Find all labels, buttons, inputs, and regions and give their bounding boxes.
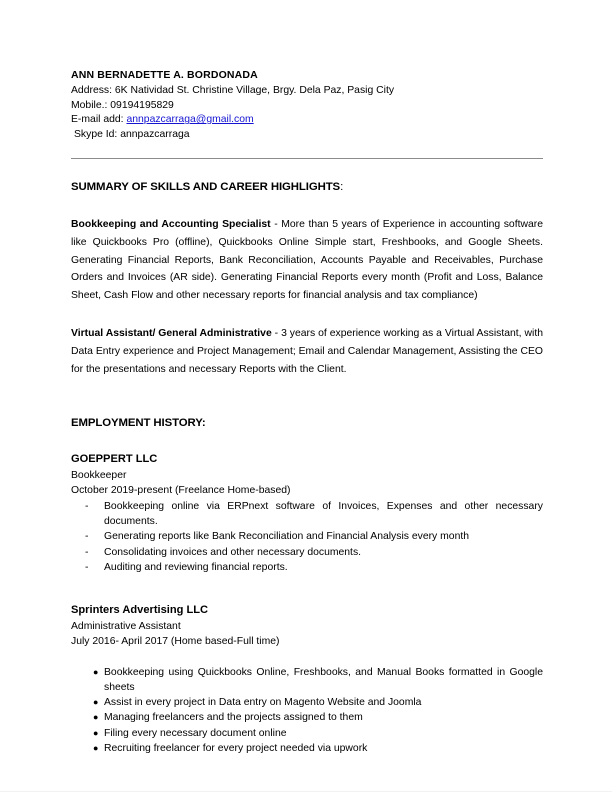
summary-item-body: - 3 years of experience working as a Virtual Assistant, with Data Entry experience and Project Management; Email and Calendar Management, Assisting the CEO for the presentations and necessary Reports with the Client. [71, 328, 543, 375]
summary-item-title: Bookkeeping and Accounting Specialist [71, 219, 271, 231]
contact-header [71, 68, 543, 142]
list-item-text: Generating reports like Bank Reconciliation and Financial Analysis every month [104, 531, 470, 543]
skype-line: Skype Id: annpazcarraga [74, 128, 190, 140]
employment-entry [71, 452, 543, 575]
summary-item-bookkeeping [71, 216, 543, 304]
email-link[interactable]: annpazcarraga@gmail.com [126, 114, 254, 126]
job-role: Administrative Assistant [71, 620, 181, 632]
job-responsibility-list [71, 665, 543, 756]
email-line [71, 113, 543, 128]
list-item-text: Assist in every project in Data entry on Magento Website and Joomla [104, 697, 422, 709]
job-dates: October 2019-present (Freelance Home-based) [71, 484, 291, 496]
mobile-line: Mobile.: 09194195829 [71, 99, 174, 111]
list-item [71, 665, 543, 695]
header-divider [71, 158, 543, 159]
dot-bullet-icon: ● [93, 742, 99, 753]
job-company: GOEPPERT LLC [71, 453, 158, 466]
job-responsibility-list [71, 499, 543, 575]
document-content [71, 68, 543, 756]
list-item [71, 529, 543, 544]
list-item-text: Managing freelancers and the projects assigned to them [104, 712, 363, 724]
candidate-name: ANN BERNADETTE A. BORDONADA [71, 69, 258, 81]
dash-bullet-icon: - [85, 500, 89, 512]
list-item [71, 695, 543, 710]
summary-heading-colon: : [340, 181, 344, 194]
list-item [71, 710, 543, 725]
dash-bullet-icon: - [85, 531, 89, 543]
list-item [71, 545, 543, 560]
dot-bullet-icon: ● [93, 727, 99, 738]
list-item-text: Recruiting freelancer for every project needed via upwork [104, 742, 368, 754]
dot-bullet-icon: ● [93, 697, 99, 708]
summary-item-body: - More than 5 years of Experience in accounting software like Quickbooks Pro (offline), Quickbooks Online Simple start, Freshbooks, and Google Sheets. Generating Financial Reports, Bank Reconciliation, Accounts Payable and Receivables, Purchase Orders and Invoices (AR side). Generating Financial Reports every month (Profit and Loss, Balance Sheet, Cash Flow and other necessary reports for financial analysis and tax compliance) [71, 219, 543, 301]
job-dates: July 2016- April 2017 (Home based-Full time) [71, 635, 280, 647]
summary-heading [71, 180, 543, 195]
list-item-text: Bookkeeping using Quickbooks Online, Freshbooks, and Manual Books formatted in Google sheets [104, 666, 543, 693]
dot-bullet-icon: ● [93, 666, 99, 677]
list-item [71, 726, 543, 741]
list-item-text: Bookkeeping online via ERPnext software of Invoices, Expenses and other necessary documents. [104, 500, 543, 528]
email-label: E-mail add: [71, 114, 124, 126]
employment-entry [71, 603, 543, 756]
summary-item-title: Virtual Assistant/ General Administrative [71, 328, 272, 340]
summary-item-virtual-assistant [71, 325, 543, 378]
address-line: Address: 6K Natividad St. Christine Village, Brgy. Dela Paz, Pasig City [71, 85, 395, 96]
summary-heading-text: SUMMARY OF SKILLS AND CAREER HIGHLIGHTS [71, 181, 341, 194]
list-item-text: Consolidating invoices and other necessary documents. [104, 546, 362, 558]
list-item-text: Auditing and reviewing financial reports. [104, 561, 288, 573]
dot-bullet-icon: ● [93, 712, 99, 723]
employment-heading: EMPLOYMENT HISTORY: [71, 417, 206, 430]
job-company: Sprinters Advertising LLC [71, 603, 209, 616]
list-item-text: Filing every necessary document online [104, 727, 287, 739]
job-role: Bookkeeper [71, 469, 127, 481]
dash-bullet-icon: - [85, 546, 89, 558]
dash-bullet-icon: - [85, 561, 89, 573]
list-item [71, 741, 543, 756]
list-item [71, 499, 543, 529]
list-item [71, 560, 543, 575]
